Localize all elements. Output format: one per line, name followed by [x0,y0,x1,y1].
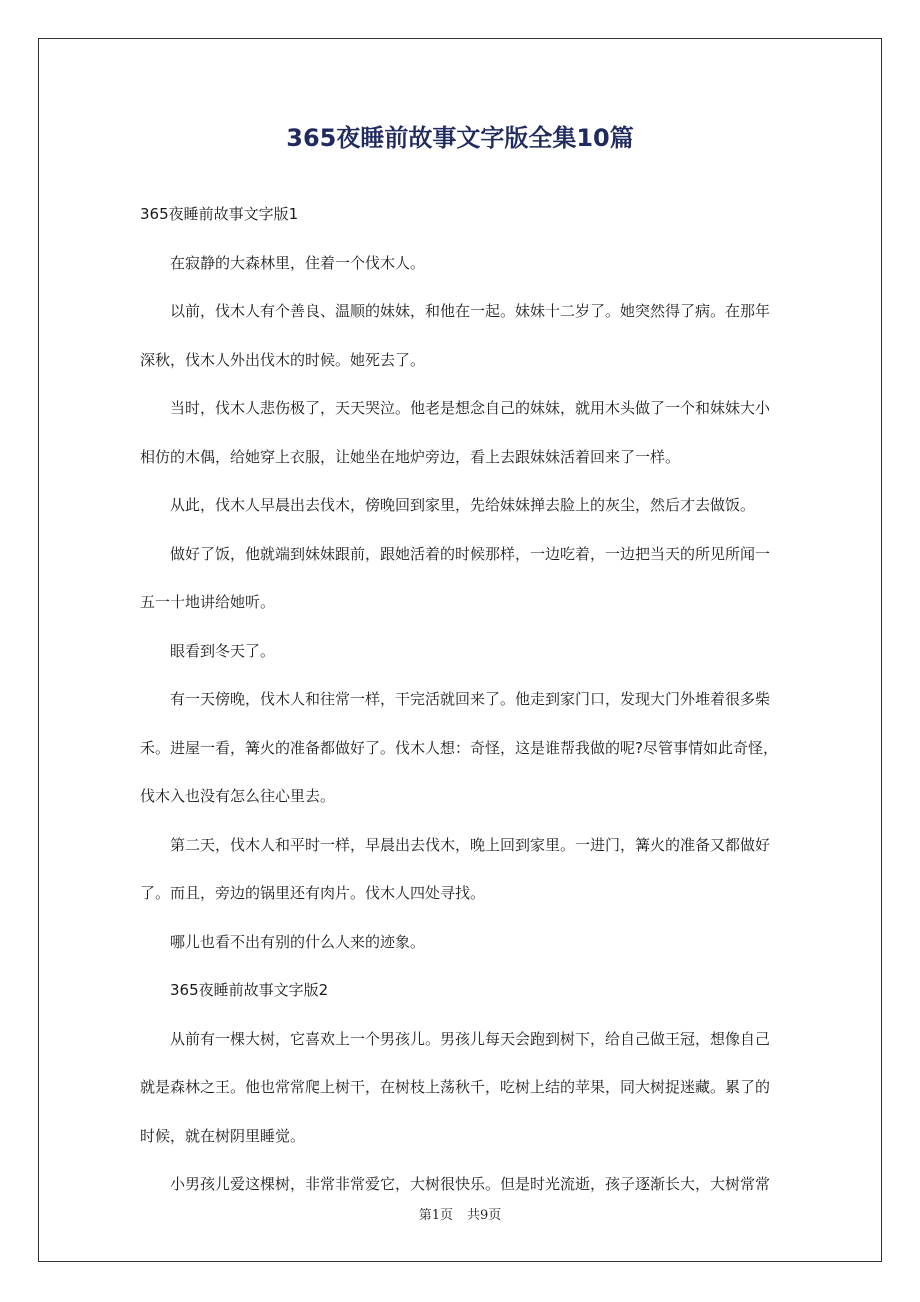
paragraph-line: 有一天傍晚，伐木人和往常一样，干完活就回来了。他走到家门口，发现大门外堆着很多柴 [170,690,771,708]
paragraph-line: 深秋，伐木人外出伐木的时候。她死去了。 [140,350,426,369]
paragraph-line: 五一十地讲给她听。 [140,593,276,611]
paragraph-line: 时候，就在树阴里睡觉。 [140,1126,306,1145]
page-footer [38,1204,882,1228]
document-title: 365夜睡前故事文字版全集10篇 [286,124,634,152]
page-number: 第1页 [418,1208,453,1223]
section-heading: 365夜睡前故事文字版1 [140,205,299,223]
paragraph-line: 当时，伐木人悲伤极了，天天哭泣。他老是想念自己的妹妹，就用木头做了一个和妹妹大小 [170,399,771,417]
paragraph-line: 就是森林之王。他也常常爬上树干，在树枝上荡秋千，吃树上结的苹果，同大树捉迷藏。累了的 [140,1078,771,1096]
paragraph-line: 哪儿也看不出有别的什么人来的迹象。 [170,932,426,951]
paragraph-line: 相仿的木偶，给她穿上衣服，让她坐在地炉旁边，看上去跟妹妹活着回来了一样。 [140,447,681,466]
paragraph-line: 伐木入也没有怎么往心里去。 [140,787,336,805]
paragraph-line: 做好了饭，他就端到妹妹跟前，跟她活着的时候那样，一边吃着，一边把当天的所见所闻一 [170,544,771,563]
paragraph-line: 以前，伐木人有个善良、温顺的妹妹，和他在一起。妹妹十二岁了。她突然得了病。在那年 [170,302,771,320]
page-total: 共9页 [467,1208,502,1223]
paragraph-line: 了。而且，旁边的锅里还有肉片。伐木人四处寻找。 [140,884,486,902]
document-body [140,190,790,1209]
paragraph-line: 在寂静的大森林里，住着一个伐木人。 [170,253,426,272]
paragraph-line: 从此，伐木人早晨出去伐木，傍晚回到家里，先给妹妹掸去脸上的灰尘，然后才去做饭。 [170,496,756,514]
paragraph-line: 365夜睡前故事文字版2 [170,981,329,999]
paragraph-line: 第二天，伐木人和平时一样，早晨出去伐木，晚上回到家里。一进门，篝火的准备又都做好 [170,835,771,854]
paragraph-line: 眼看到冬天了。 [170,641,276,660]
paragraph-line: 小男孩儿爱这棵树，非常非常爱它，大树很快乐。但是时光流逝，孩子逐渐长大，大树常常 [170,1175,771,1193]
paragraph-line: 禾。进屋一看，篝火的准备都做好了。伐木人想：奇怪，这是谁帮我做的呢?尽管事情如此奇怪， [140,738,778,757]
paragraph-line: 从前有一棵大树，它喜欢上一个男孩儿。男孩儿每天会跑到树下，给自己做王冠，想像自己 [170,1029,771,1048]
